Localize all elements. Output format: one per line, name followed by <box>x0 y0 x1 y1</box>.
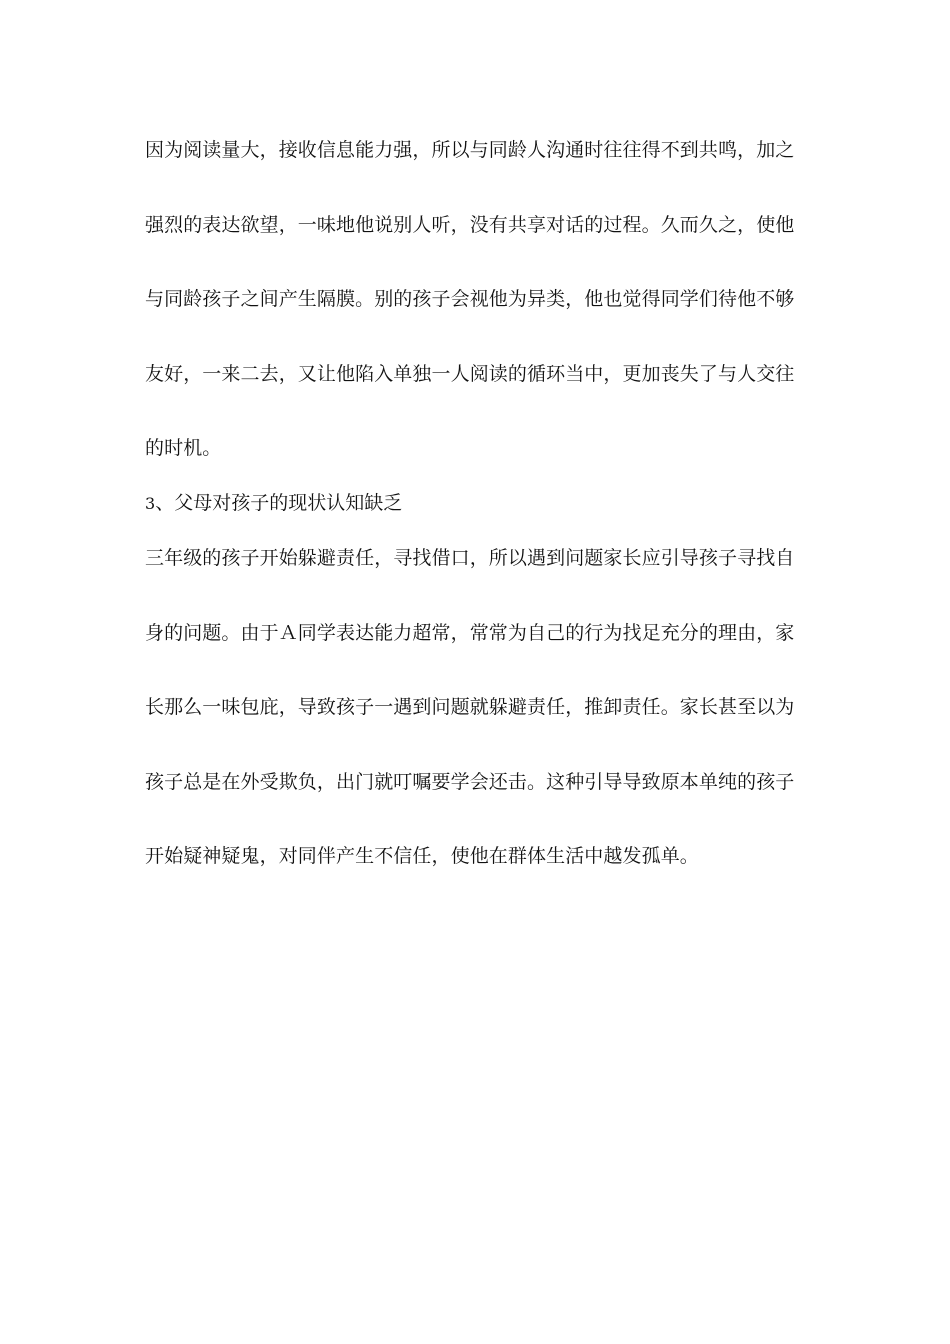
section-heading <box>145 485 800 522</box>
paragraph-line: 与同龄孩子之间产生隔膜。别的孩子会视他为异类，他也觉得同学们待他不够 <box>145 288 795 310</box>
paragraph-line: 开始疑神疑鬼，对同伴产生不信任，使他在群体生活中越发孤单。 <box>145 845 699 867</box>
paragraph-2 <box>145 540 800 875</box>
paragraph-line: 因为阅读量大，接收信息能力强，所以与同龄人沟通时往往得不到共鸣，加之 <box>145 139 795 161</box>
paragraph-line: 孩子总是在外受欺负，出门就叮嘱要学会还击。这种引导导致原本单纯的孩子 <box>145 770 795 793</box>
paragraph-1 <box>145 132 800 467</box>
paragraph-line: 身的问题。由于Ａ同学表达能力超常，常常为自己的行为找足充分的理由，家 <box>145 621 795 644</box>
document-body <box>145 132 800 875</box>
paragraph-line: 三年级的孩子开始躲避责任，寻找借口，所以遇到问题家长应引导孩子寻找自 <box>145 547 795 569</box>
paragraph-line: 长那么一味包庇，导致孩子一遇到问题就躲避责任，推卸责任。家长甚至以为 <box>145 696 795 718</box>
section-number: 3 <box>145 494 156 513</box>
paragraph-line: 的时机。 <box>145 437 222 459</box>
paragraph-line: 友好，一来二去，又让他陷入单独一人阅读的循环当中，更加丧失了与人交往 <box>145 362 795 385</box>
paragraph-line: 强烈的表达欲望，一味地他说别人听，没有共享对话的过程。久而久之，使他 <box>145 213 795 236</box>
section-title: 、父母对孩子的现状认知缺乏 <box>155 492 403 514</box>
